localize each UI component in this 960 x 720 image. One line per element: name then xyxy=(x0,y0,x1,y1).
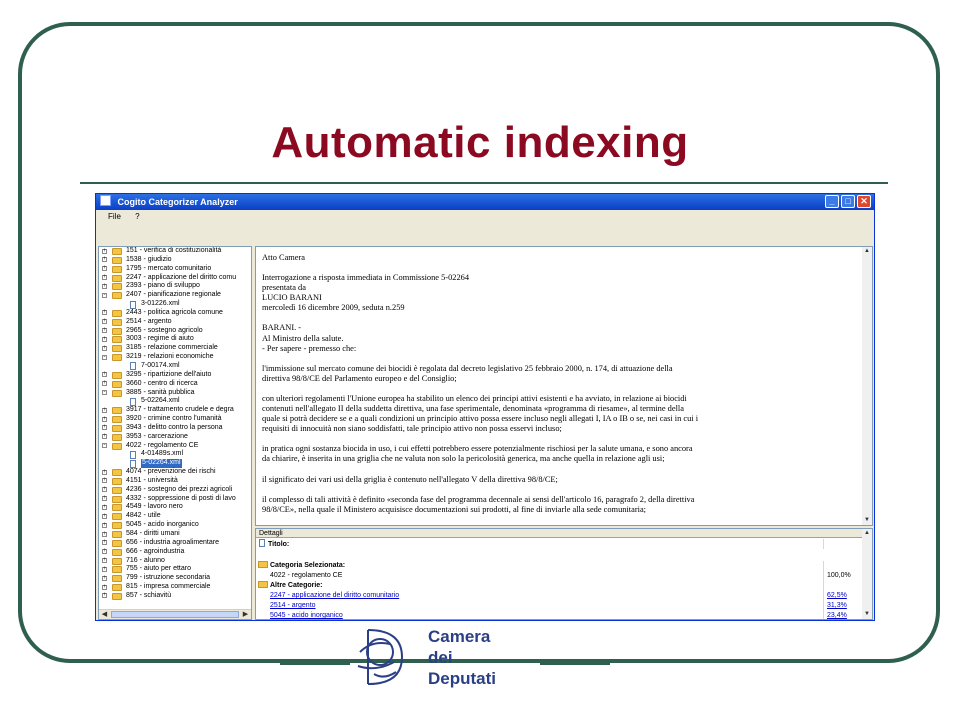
tree-item-label: 4332 - soppressione di posti di lavo xyxy=(126,494,236,502)
tree-folder-item[interactable] xyxy=(99,353,251,362)
tree-folder-item[interactable] xyxy=(99,486,251,495)
other-category-item[interactable] xyxy=(256,601,864,611)
tree-item-label: 716 - alunno xyxy=(126,556,165,564)
document-line: direttiva 98/8/CE del Parlamento europeo e del Consiglio; xyxy=(262,373,457,383)
document-line: - Per sapere - premesso che: xyxy=(262,343,357,353)
tree-folder-item[interactable] xyxy=(99,291,251,300)
collapse-icon[interactable]: - xyxy=(103,353,106,360)
expand-icon[interactable]: + xyxy=(103,565,107,572)
folder-icon xyxy=(112,283,122,290)
scroll-right-arrow-icon[interactable]: ▶ xyxy=(242,611,249,618)
folder-icon xyxy=(112,292,122,299)
other-category-score: 31,3% xyxy=(827,602,847,609)
tree-item-label: 3953 - carcerazione xyxy=(126,432,188,440)
window-titlebar[interactable] xyxy=(96,194,874,210)
tree-item-label: 4236 - sostegno dei prezzi agricoli xyxy=(126,485,233,493)
logo-line-deputati: Deputati xyxy=(428,669,496,688)
details-panel xyxy=(255,528,873,620)
expand-icon[interactable]: + xyxy=(103,477,107,484)
tree-item-label: 3885 - sanità pubblica xyxy=(126,388,195,396)
scroll-up-arrow-icon[interactable]: ▲ xyxy=(864,530,870,536)
tree-folder-item[interactable] xyxy=(99,327,251,336)
folder-icon xyxy=(112,336,122,343)
details-header: Dettagli xyxy=(256,529,864,538)
other-category-item[interactable] xyxy=(256,591,864,601)
tree-folder-item[interactable] xyxy=(99,503,251,512)
folder-icon xyxy=(112,407,122,414)
folder-icon xyxy=(112,381,122,388)
folder-icon xyxy=(112,345,122,352)
tree-folder-item[interactable] xyxy=(99,530,251,539)
document-vertical-scrollbar[interactable] xyxy=(862,247,872,525)
expand-icon[interactable]: + xyxy=(103,327,107,334)
logo-line-dei: dei xyxy=(428,648,453,667)
document-line: quale si potrà decidere se e a quali condizioni un principio attivo possa essere incluso negli allegati I, IA o IB o se, nei casi in cui i xyxy=(262,414,699,424)
file-icon xyxy=(130,398,136,406)
other-categories-label: Altre Categorie: xyxy=(270,582,323,589)
tree-item-label: 4-01489s.xml xyxy=(141,450,184,458)
expand-icon[interactable]: + xyxy=(103,335,107,342)
tree-folder-item[interactable] xyxy=(99,335,251,344)
selected-category-item[interactable] xyxy=(256,571,864,581)
tree-item-label: 3295 - ripartizione dell'aiuto xyxy=(126,370,212,378)
tree-folder-item[interactable] xyxy=(99,406,251,415)
document-line: presentata da xyxy=(262,283,306,293)
bottom-divider-right xyxy=(540,662,610,665)
file-icon xyxy=(130,451,136,459)
folder-icon xyxy=(112,540,122,547)
folder-icon xyxy=(112,566,122,573)
other-categories-row xyxy=(256,581,864,591)
expand-icon[interactable]: + xyxy=(103,486,107,493)
tree-folder-item[interactable] xyxy=(99,557,251,566)
folder-icon xyxy=(112,496,122,503)
maximize-button[interactable]: □ xyxy=(841,195,855,208)
tree-folder-item[interactable] xyxy=(99,415,251,424)
expand-icon[interactable]: + xyxy=(103,380,107,387)
menu-file[interactable]: File xyxy=(108,212,121,221)
expand-icon[interactable]: + xyxy=(103,574,107,581)
tree-item-label: 2514 - argento xyxy=(126,317,172,325)
collapse-icon[interactable]: - xyxy=(103,442,106,449)
tree-item-label: 1538 - giudizio xyxy=(126,255,172,263)
folder-icon xyxy=(112,416,122,423)
document-line: Interrogazione a risposta immediata in Commissione 5-02264 xyxy=(262,273,470,283)
tree-item-label: 2393 - piano di sviluppo xyxy=(126,282,200,290)
tree-file-item[interactable] xyxy=(99,459,251,468)
tree-item-label: 4022 - regolamento CE xyxy=(126,441,199,449)
tree-item-label: 3920 - crimine contro l'umanità xyxy=(126,415,222,423)
folder-icon xyxy=(112,425,122,432)
tree-folder-item[interactable] xyxy=(99,512,251,521)
tree-item-label: 799 - istruzione secondaria xyxy=(126,574,211,582)
scroll-up-arrow-icon[interactable]: ▲ xyxy=(864,248,870,254)
expand-icon[interactable]: + xyxy=(103,495,107,502)
tree-item-label: 2443 - politica agricola comune xyxy=(126,308,223,316)
tree-folder-item[interactable] xyxy=(99,318,251,327)
tree-file-item[interactable] xyxy=(99,397,251,406)
folder-icon xyxy=(112,390,122,397)
folder-icon xyxy=(112,372,122,379)
camera-deputati-logo xyxy=(350,622,530,694)
document-line: il significato dei vari usi della griglia è contenuto nell'allegato V della direttiva 98/8/CE; xyxy=(262,474,558,484)
expand-icon[interactable]: + xyxy=(103,424,107,431)
expand-icon[interactable]: + xyxy=(103,548,107,555)
minimize-button[interactable]: _ xyxy=(825,195,839,208)
expand-icon[interactable]: + xyxy=(103,503,107,510)
folder-icon xyxy=(112,593,122,600)
tree-item-label: 666 - agroindustria xyxy=(126,547,185,555)
paragraph-gap xyxy=(262,313,858,323)
tree-item-label: 3660 - centro di ricerca xyxy=(126,379,198,387)
folder-icon xyxy=(112,319,122,326)
tree-folder-item[interactable] xyxy=(99,548,251,557)
expand-icon[interactable]: + xyxy=(103,521,107,528)
title-label: Titolo: xyxy=(268,541,290,548)
other-category-link[interactable]: 5045 - acido inorganico xyxy=(270,612,343,619)
expand-icon[interactable]: + xyxy=(103,274,107,281)
folder-icon xyxy=(112,266,122,273)
tree-folder-item[interactable] xyxy=(99,247,251,256)
folder-icon xyxy=(112,443,122,450)
tree-item-label: 584 - diritti umani xyxy=(126,530,180,537)
tree-item-label: 4549 - lavoro nero xyxy=(126,503,183,511)
document-text xyxy=(262,253,858,515)
document-viewer[interactable] xyxy=(255,246,873,526)
tree-folder-item[interactable] xyxy=(99,371,251,380)
folder-icon xyxy=(112,531,122,538)
paragraph-gap xyxy=(262,465,858,475)
toolbar-area xyxy=(96,223,874,246)
document-line: il complesso di tali attività è definito «seconda fase del programma decennale ai sensi dell'articolo 16, paragrafo 2, della direttiva xyxy=(262,494,695,504)
document-line: da chiarire, è inserita in una griglia che ne valuta non solo la pericolosità generica, ma anche quella in relazione agli usi; xyxy=(262,454,665,464)
folder-icon xyxy=(112,469,122,476)
tree-items xyxy=(99,247,251,610)
expand-icon[interactable]: + xyxy=(103,247,107,254)
window-controls xyxy=(825,195,871,208)
tree-folder-item[interactable] xyxy=(99,583,251,592)
expand-icon[interactable]: + xyxy=(103,265,107,272)
logo-text xyxy=(428,626,496,689)
category-tree[interactable] xyxy=(98,246,252,620)
tree-folder-item[interactable] xyxy=(99,424,251,433)
tree-folder-item[interactable] xyxy=(99,256,251,265)
tree-item-label: 4074 - prevenzione dei rischi xyxy=(126,468,216,476)
logo-line-camera: Camera xyxy=(428,627,491,646)
tree-item-label: 151 - verifica di costituzionalità xyxy=(126,247,222,254)
tree-scroll-thumb[interactable] xyxy=(111,611,239,618)
window-title: Cogito Categorizer Analyzer xyxy=(117,197,238,207)
tree-item-label: 5045 - acido inorganico xyxy=(126,521,199,529)
tree-folder-item[interactable] xyxy=(99,282,251,291)
folder-icon xyxy=(258,561,268,568)
expand-icon[interactable]: + xyxy=(103,468,107,475)
folder-icon xyxy=(112,575,122,582)
tree-item-label: 7-00174.xml xyxy=(141,361,180,369)
tree-item-label: 3219 - relazioni economiche xyxy=(126,353,214,361)
tree-folder-item[interactable] xyxy=(99,442,251,451)
document-line: mercoledì 16 dicembre 2009, seduta n.259 xyxy=(262,303,405,313)
app-window xyxy=(95,193,875,621)
folder-icon xyxy=(112,434,122,441)
document-line: contenuti nell'allegato II della suddetta direttiva, una fase sperimentale, denominata «programma di riesame», al termine della xyxy=(262,404,684,414)
scroll-down-arrow-icon[interactable]: ▼ xyxy=(864,611,870,617)
tree-folder-item[interactable] xyxy=(99,574,251,583)
tree-item-label: 4151 - università xyxy=(126,476,178,484)
tree-item-label: 2407 - pianificazione regionale xyxy=(126,291,221,299)
expand-icon[interactable]: + xyxy=(103,530,107,537)
paragraph-gap xyxy=(262,434,858,444)
paragraph-gap xyxy=(262,263,858,273)
menu-bar xyxy=(96,210,874,223)
folder-icon xyxy=(112,584,122,591)
chamber-emblem-icon xyxy=(350,622,426,692)
collapse-icon[interactable]: - xyxy=(103,389,106,395)
tree-folder-item[interactable] xyxy=(99,565,251,574)
document-icon xyxy=(259,539,265,547)
selected-category-row xyxy=(256,561,864,571)
tree-item-label: 3-01226.xml xyxy=(141,300,180,308)
folder-icon xyxy=(112,478,122,485)
close-button[interactable]: ✕ xyxy=(857,195,871,208)
tree-item-label: 815 - impresa commerciale xyxy=(126,583,211,591)
details-title-row xyxy=(256,539,864,549)
document-line: requisiti di innocuità non siano soddisfatti, tale principio attivo non possa esservi incluso; xyxy=(262,424,562,434)
document-line: LUCIO BARANI xyxy=(262,293,322,303)
tree-item-label: 3003 - regime di aiuto xyxy=(126,335,194,343)
folder-icon xyxy=(112,513,122,520)
tree-item-label: 857 - schiavitù xyxy=(126,591,172,599)
app-icon xyxy=(100,195,111,206)
tree-file-item[interactable] xyxy=(99,450,251,459)
tree-folder-item[interactable] xyxy=(99,344,251,353)
tree-item-label: 3943 - delitto contro la persona xyxy=(126,423,223,431)
tree-folder-item[interactable] xyxy=(99,265,251,274)
selected-category-label: Categoria Selezionata: xyxy=(270,562,346,569)
folder-icon xyxy=(112,522,122,529)
tree-item-label: 3917 - trattamento crudele e degra xyxy=(126,406,234,414)
expand-icon[interactable]: + xyxy=(103,344,107,351)
file-icon xyxy=(130,362,136,370)
tree-item-label: 755 - aiuto per ettaro xyxy=(126,565,191,573)
folder-icon xyxy=(112,328,122,335)
tree-folder-item[interactable] xyxy=(99,521,251,530)
title-divider xyxy=(80,182,888,184)
bottom-divider-left xyxy=(280,662,350,665)
scroll-down-arrow-icon[interactable]: ▼ xyxy=(864,517,870,523)
document-line: in pratica ogni sostanza biocida in uso, i cui effetti potrebbero essere potenzialmente rischiosi per la salute umana, e sono ancora xyxy=(262,444,693,454)
other-category-link[interactable]: 2514 - argento xyxy=(270,602,316,609)
folder-icon xyxy=(112,310,122,317)
expand-icon[interactable]: + xyxy=(103,592,107,599)
tree-item-label: 4842 - utile xyxy=(126,512,161,520)
selected-category-name: 4022 - regolamento CE xyxy=(270,572,343,579)
scroll-left-arrow-icon[interactable]: ◀ xyxy=(101,611,108,618)
menu-help[interactable]: ? xyxy=(135,212,140,221)
document-line: l'immissione sul mercato comune dei biocidi è regolata dal decreto legislativo 25 febbraio 2000, n. 174, di attuazione della xyxy=(262,363,673,373)
expand-icon[interactable]: + xyxy=(103,539,107,546)
expand-icon[interactable]: + xyxy=(103,256,107,263)
tree-folder-item[interactable] xyxy=(99,380,251,389)
expand-icon[interactable]: + xyxy=(103,406,107,413)
tree-item-label: 5-02264.xml xyxy=(142,459,181,467)
slide-title: Automatic indexing xyxy=(271,118,689,167)
tree-folder-item[interactable] xyxy=(99,539,251,548)
expand-icon[interactable]: + xyxy=(103,318,107,325)
document-line: con ulteriori regolamenti l'Unione europea ha stabilito un elenco dei principi attivi esistenti e ha avviato, in relazione ai biocidi xyxy=(262,393,687,403)
folder-icon xyxy=(112,487,122,494)
expand-icon[interactable]: + xyxy=(103,415,107,422)
tree-item-label: 656 - industria agroalimentare xyxy=(126,538,219,546)
folder-icon xyxy=(112,257,122,264)
tree-horizontal-scrollbar[interactable] xyxy=(99,609,251,619)
tree-folder-item[interactable] xyxy=(99,495,251,504)
document-line: 98/8/CE», nella quale il Ministero acquisisce documentazioni sui prodotti, al fine di inviarle alla sede comunitaria; xyxy=(262,504,646,514)
expand-icon[interactable]: + xyxy=(103,371,107,378)
other-category-score: 23,4% xyxy=(827,612,847,619)
expand-icon[interactable]: + xyxy=(103,309,107,316)
expand-icon[interactable]: + xyxy=(103,583,107,590)
paragraph-gap xyxy=(262,384,858,394)
other-category-item[interactable] xyxy=(256,611,864,620)
expand-icon[interactable]: + xyxy=(103,282,107,289)
tree-folder-item[interactable] xyxy=(99,468,251,477)
tree-item-label: 1795 - mercato comunitario xyxy=(126,264,212,272)
other-category-link[interactable]: 2247 - applicazione del diritto comunitario xyxy=(270,592,400,599)
document-line: Al Ministro della salute. xyxy=(262,333,344,343)
document-line: Atto Camera xyxy=(262,253,306,262)
tree-folder-item[interactable] xyxy=(99,433,251,442)
folder-icon xyxy=(112,275,122,282)
details-vertical-scrollbar[interactable] xyxy=(862,529,872,619)
tree-item-label: 3185 - relazione commerciale xyxy=(126,344,218,352)
file-icon xyxy=(130,460,136,468)
tree-folder-item[interactable] xyxy=(99,592,251,601)
folder-icon xyxy=(112,248,122,255)
selected-category-score: 100,0% xyxy=(827,572,851,579)
document-line: BARANI. - xyxy=(262,323,302,333)
tree-item-label: 5-02264.xml xyxy=(141,397,180,405)
tree-folder-item[interactable] xyxy=(99,309,251,318)
folder-icon xyxy=(112,558,122,565)
tree-folder-item[interactable] xyxy=(99,389,251,398)
folder-icon xyxy=(112,549,122,556)
tree-item-label: 2965 - sostegno agricolo xyxy=(126,326,203,334)
file-icon xyxy=(130,301,136,309)
tree-file-item[interactable] xyxy=(99,362,251,371)
expand-icon[interactable]: + xyxy=(103,557,107,564)
folder-open-icon xyxy=(258,581,268,588)
folder-icon xyxy=(112,354,122,361)
collapse-icon[interactable]: - xyxy=(103,291,106,298)
expand-icon[interactable]: + xyxy=(103,512,107,519)
paragraph-gap xyxy=(262,354,858,364)
tree-file-item[interactable] xyxy=(99,300,251,309)
tree-folder-item[interactable] xyxy=(99,274,251,283)
tree-item-label: 2247 - applicazione del diritto comu xyxy=(126,273,237,281)
other-category-score: 62,5% xyxy=(827,592,847,599)
expand-icon[interactable]: + xyxy=(103,433,107,440)
folder-icon xyxy=(112,504,122,511)
tree-folder-item[interactable] xyxy=(99,477,251,486)
paragraph-gap xyxy=(262,485,858,495)
